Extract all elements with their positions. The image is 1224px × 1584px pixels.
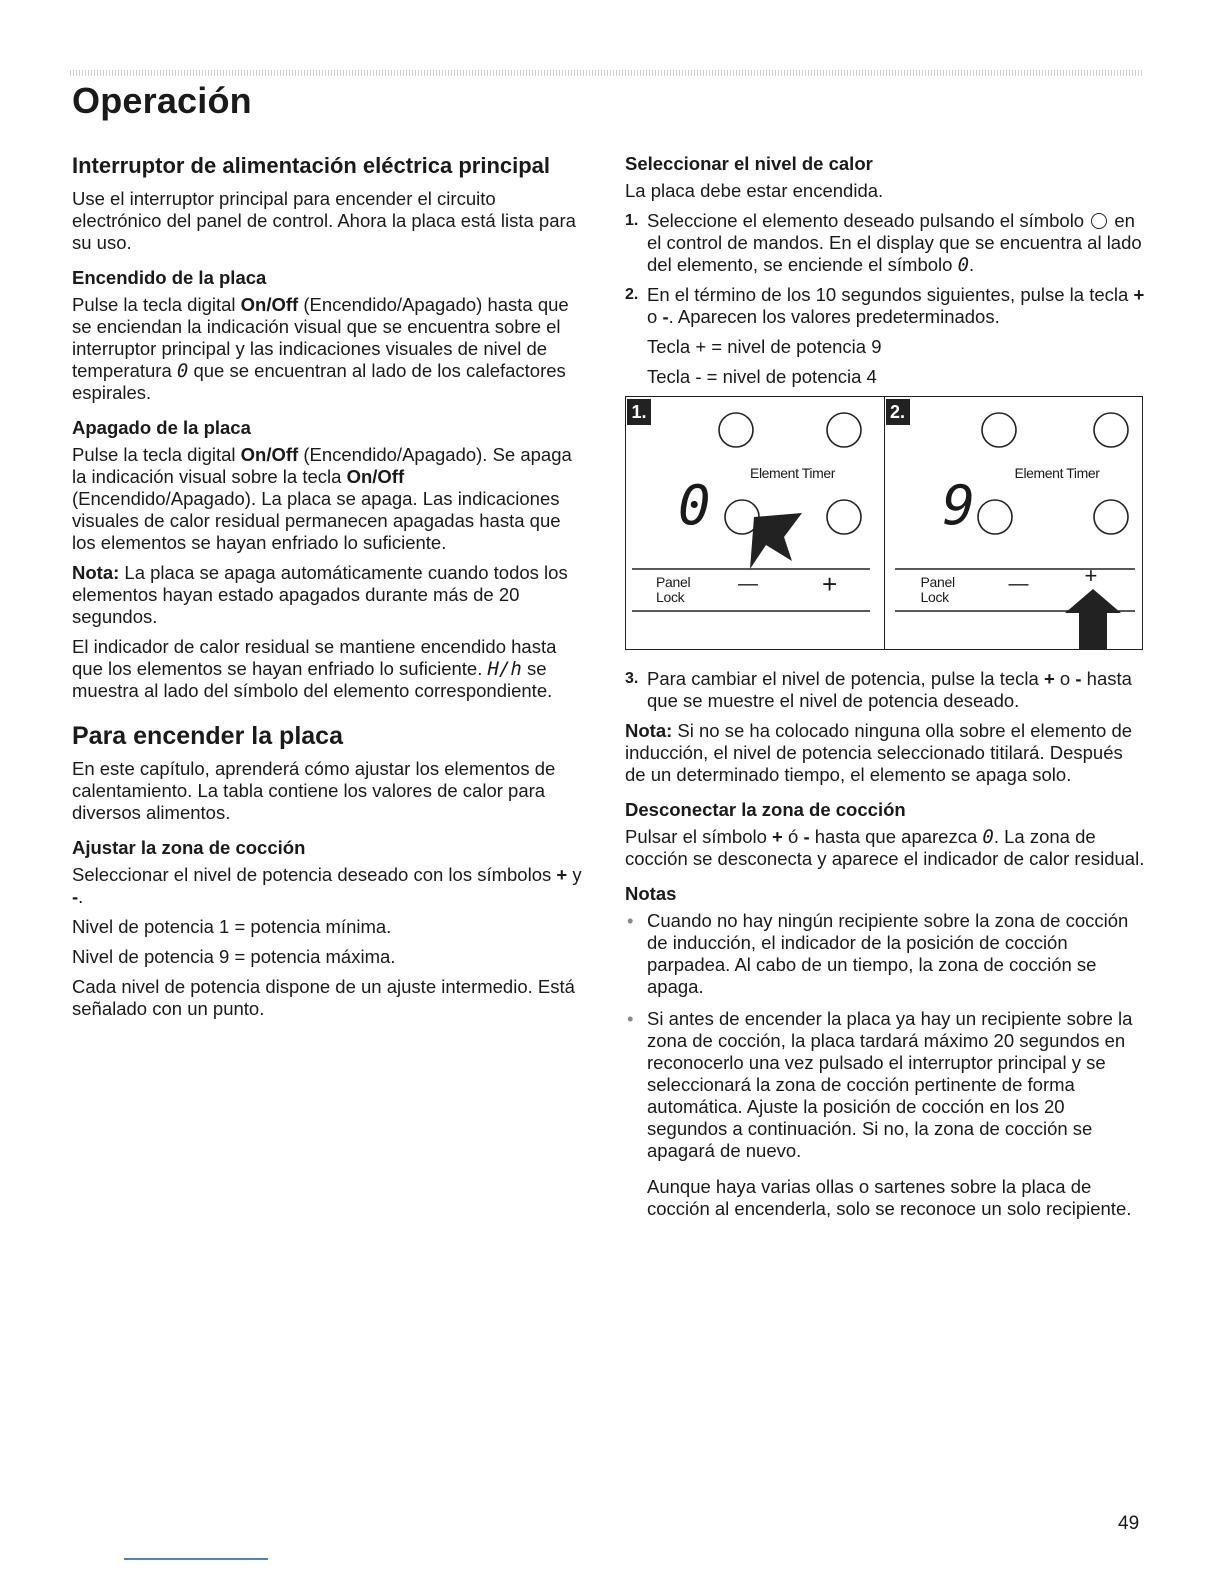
on-off-key-label: On/Off (240, 294, 299, 315)
power-off-text: Pulse la tecla digital On/Off (Encendido/Apagado). Se apaga la indicación visual sobre la tecla On/Off (Encendido/Apagado). La placa se apaga. Las indicaciones visuales de calor residual permanecen apagadas hasta que los elementos se hayan enfriado lo suficiente. (72, 444, 572, 553)
power-on-text: Pulse la tecla digital On/Off (Encendido/Apagado) hasta que se enciendan la indicación visual que se encuentra sobre el interruptor principal y las indicaciones visuales de nivel de temperatura 0 que se encuentran al lado de los calefactores espirales. (72, 294, 569, 403)
plus-key-default: Tecla + = nivel de potencia 9 (647, 336, 882, 357)
page-title: Operación (72, 80, 252, 121)
burner-icon (1094, 413, 1128, 447)
zero-display-symbol: 0 (176, 360, 189, 382)
press-hand-icon (750, 513, 802, 569)
select-note: Nota: Si no se ha colocado ninguna olla sobre el elemento de inducción, el nivel de potencia seleccionado titilará. Después de un determinado tiempo, el elemento se apaga solo. (625, 720, 1133, 785)
panel-number-badge: 1. (627, 399, 651, 425)
heading-disconnect-zone: Desconectar la zona de cocción (625, 799, 906, 820)
circle-symbol-icon (1091, 213, 1107, 229)
notes-extra: Aunque haya varias ollas o sartenes sobre la placa de cocción al encenderla, solo se reconoce un solo recipiente. (647, 1176, 1132, 1219)
on-off-key-label: On/Off (240, 444, 299, 465)
panel-lock-label: Panel Lock (920, 574, 955, 605)
figure-panel-2 (884, 397, 1143, 649)
power-off-note: Nota: La placa se apaga automáticamente cuando todos los elementos hayan estado apagados durante más de 20 segundos. (72, 562, 568, 627)
burner-icon (978, 500, 1012, 534)
page-number: 49 (1118, 1513, 1140, 1534)
list-item: • Si antes de encender la placa ya hay un recipiente sobre la zona de cocción, la placa tardará máximo 20 segundos en reconocerlo una vez pulsado el interruptor principal y se seleccionará la zona de cocción pertinente de forma automática. Ajuste la posición de cocción en los 20 segundos a continuación. Si no, la zona de cocción se apagará de nuevo. Aunque haya varias ollas o sartenes sobre la placa de cocción al encenderla, solo se reconoce un solo recipiente. (625, 1008, 1145, 1220)
disconnect-text: Pulsar el símbolo + ó - hasta que aparezca 0. La zona de cocción se desconecta y aparece el indicador de calor residual. (625, 826, 1145, 869)
step-2: 2. En el término de los 10 segundos siguientes, pulse la tecla + o -. Aparecen los valores predeterminados. Tecla + = nivel de potencia 9 Tecla - = nivel de potencia 4 (625, 284, 1145, 387)
heading-main-switch: Interruptor de alimentación eléctrica principal (72, 153, 551, 178)
left-column (72, 152, 587, 1028)
main-switch-text: Use el interruptor principal para encender el circuito electrónico del panel de control. Ahora la placa está lista para su uso. (72, 188, 576, 253)
arrow-up-icon (1065, 589, 1121, 649)
minus-key: — (1008, 573, 1029, 595)
element-timer-label: Element Timer (1014, 465, 1100, 481)
intermediate-text: Cada nivel de potencia dispone de un ajuste intermedio. Está señalado con un punto. (72, 976, 575, 1019)
power-level-digit: 9 (942, 474, 976, 537)
select-intro: La placa debe estar encendida. (625, 180, 884, 201)
burner-icon (1094, 500, 1128, 534)
panel-number-badge: 2. (886, 399, 910, 425)
panel-1-drawing (626, 397, 884, 649)
level-min-text: Nivel de potencia 1 = potencia mínima. (72, 916, 392, 937)
heading-notes: Notas (625, 883, 677, 904)
burner-icon (827, 413, 861, 447)
heading-select-heat: Seleccionar el nivel de calor (625, 153, 873, 174)
plus-key: + (822, 569, 838, 599)
residual-heat-text: El indicador de calor residual se mantiene encendido hasta que los elementos se hayan enfriado lo suficiente. H/h se muestra al lado del símbolo del elemento correspondiente. (72, 636, 557, 701)
plus-key: + (1084, 563, 1098, 588)
panel-2-drawing (885, 397, 1143, 649)
on-off-key-label: On/Off (346, 466, 405, 487)
steps-list-continued (625, 668, 1145, 712)
minus-key: — (738, 573, 758, 595)
control-panel-figure (625, 396, 1143, 650)
residual-heat-symbol: H/h (487, 658, 522, 680)
step-1: 1. Seleccione el elemento deseado pulsando el símbolo en el control de mandos. En el display que se encuentra al lado del elemento, se enciende el símbolo 0. (625, 210, 1142, 276)
heading-adjust-zone: Ajustar la zona de cocción (72, 837, 306, 858)
burner-icon (982, 413, 1016, 447)
power-level-digit: 0 (678, 474, 711, 537)
zero-display-symbol: 0 (982, 826, 994, 848)
heading-turn-on: Para encender la placa (72, 722, 343, 750)
step-3: 3. Para cambiar el nivel de potencia, pulse la tecla + o - hasta que se muestre el nivel de potencia deseado. (625, 668, 1132, 711)
header-rule (70, 70, 1144, 76)
heading-power-off: Apagado de la placa (72, 417, 251, 438)
steps-list (625, 210, 1145, 388)
burner-icon (719, 413, 753, 447)
element-timer-label: Element Timer (750, 465, 836, 481)
zero-display-symbol: 0 (957, 254, 970, 276)
right-column (625, 152, 1145, 1230)
notes-list (625, 910, 1145, 1220)
figure-panel-1 (626, 397, 884, 649)
heading-power-on: Encendido de la placa (72, 267, 267, 288)
footer-line (124, 1558, 268, 1560)
minus-key-default: Tecla - = nivel de potencia 4 (647, 366, 877, 387)
burner-icon (827, 500, 861, 534)
list-item: • Cuando no hay ningún recipiente sobre la zona de cocción de inducción, el indicador de la posición de cocción parpadea. Al cabo de un tiempo, la zona de cocción se apaga. (627, 910, 1129, 997)
adjust-text: Seleccionar el nivel de potencia deseado con los símbolos + y -. (72, 864, 582, 907)
level-max-text: Nivel de potencia 9 = potencia máxima. (72, 946, 396, 967)
panel-lock-label: Panel Lock (656, 574, 691, 605)
turn-on-text: En este capítulo, aprenderá cómo ajustar los elementos de calentamiento. La tabla contiene los valores de calor para diversos alimentos. (72, 758, 556, 823)
